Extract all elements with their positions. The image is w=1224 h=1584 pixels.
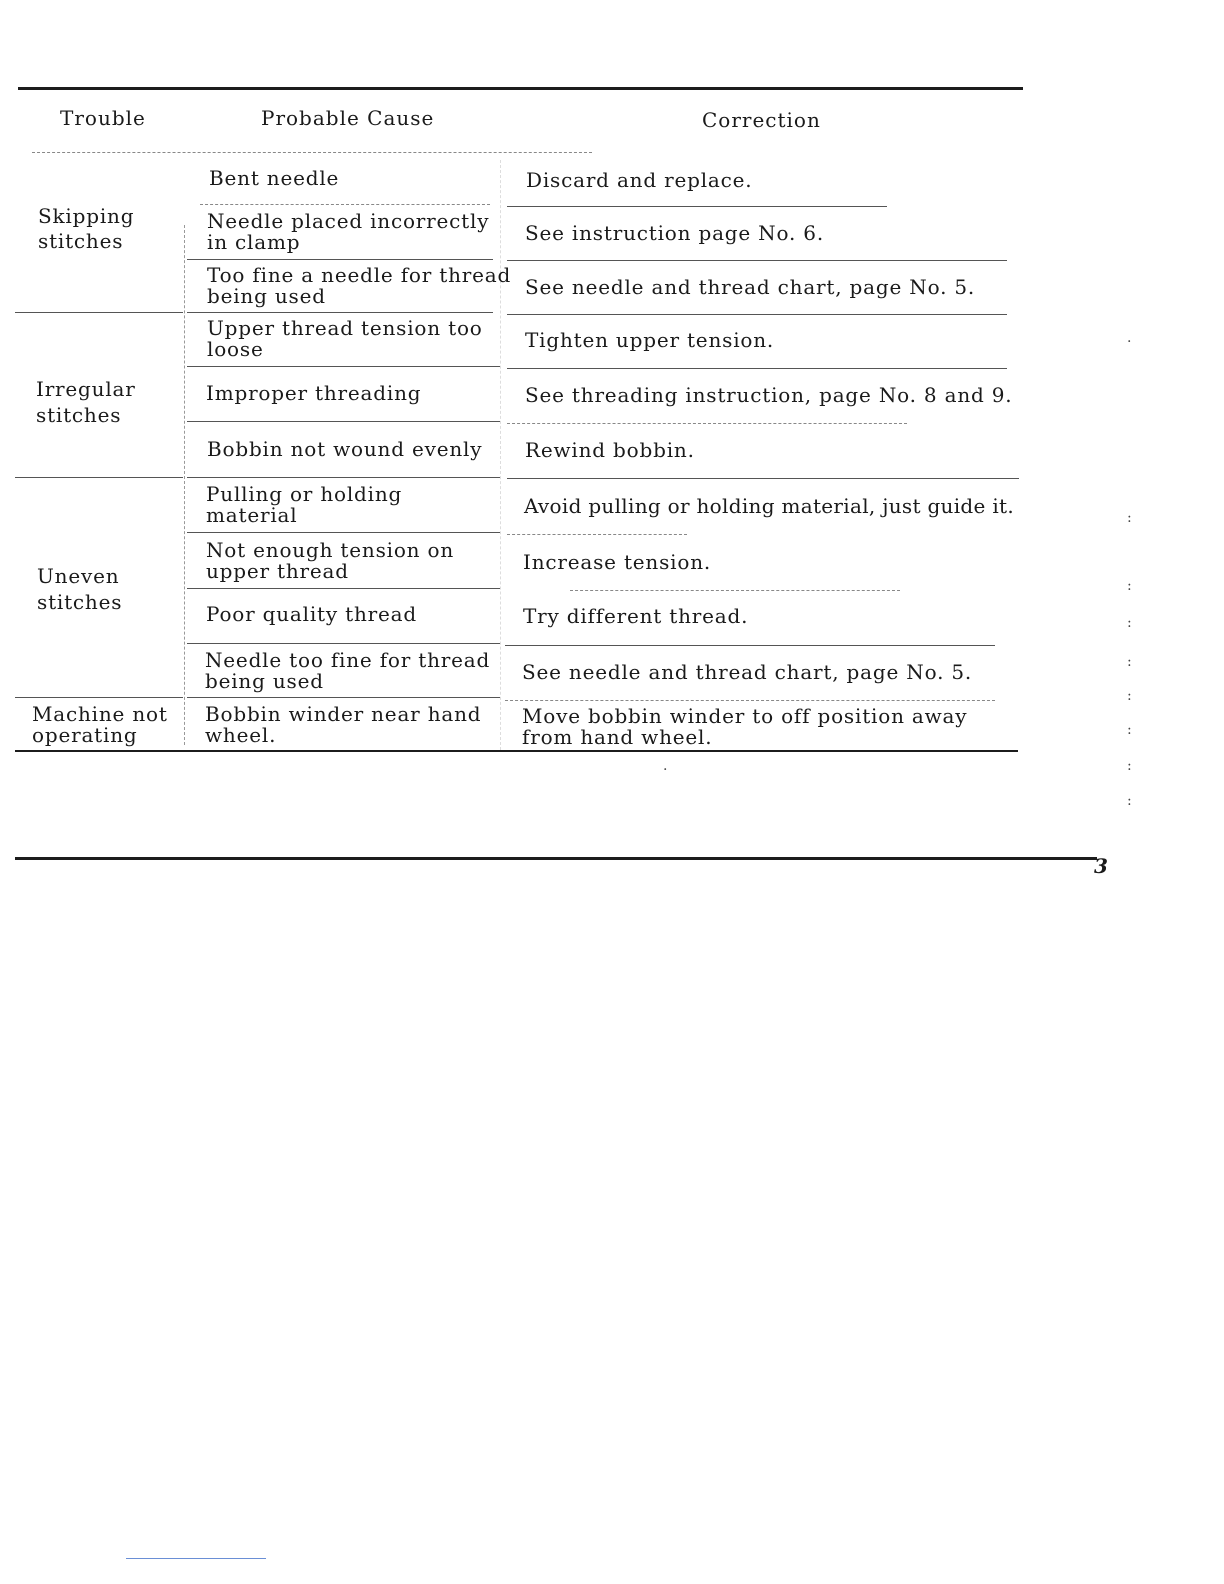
scan-speck: : [1127, 510, 1132, 526]
page-mark: 3 [1094, 854, 1108, 878]
correction-cell: Tighten upper tension. [525, 328, 775, 352]
scan-speck: : [1127, 722, 1132, 738]
trouble-irregular-stitches: Irregular stitches [36, 377, 136, 427]
cause-cell: Not enough tension on upper thread [206, 538, 455, 583]
correction-cell: See needle and thread chart, page No. 5. [522, 660, 973, 684]
scan-speck: : [1127, 688, 1132, 704]
row-separator [505, 645, 995, 646]
row-separator [187, 312, 493, 313]
scan-speck: : [1127, 578, 1132, 594]
scan-artifact-line [126, 1558, 266, 1559]
cause-cell: Pulling or holding material [206, 482, 403, 527]
cause-cell: Bobbin not wound evenly [207, 437, 483, 461]
correction-cell: See threading instruction, page No. 8 and 9. [525, 383, 1013, 407]
page-bottom-rule [15, 857, 1097, 860]
row-separator [187, 697, 500, 698]
correction-cell: See instruction page No. 6. [525, 221, 824, 245]
cause-cell: Poor quality thread [206, 602, 417, 626]
correction-cell: Try different thread. [523, 604, 749, 628]
column-divider [184, 225, 185, 745]
cause-cell: Too fine a needle for thread being used [207, 263, 512, 308]
header-trouble: Trouble [60, 106, 146, 130]
cause-cell: Improper threading [206, 381, 422, 405]
correction-cell: Avoid pulling or holding material, just guide it. [524, 494, 1015, 518]
scan-speck: . [663, 758, 668, 774]
row-separator [187, 532, 500, 533]
trouble-uneven-stitches: Uneven stitches [37, 564, 123, 614]
row-separator [507, 314, 1007, 315]
scan-speck: : [1127, 654, 1132, 670]
group-separator [15, 697, 183, 698]
row-separator [187, 366, 500, 367]
row-separator [187, 477, 500, 478]
row-separator [187, 259, 493, 260]
cause-cell: Upper thread tension too loose [207, 316, 483, 361]
correction-cell: Increase tension. [523, 550, 712, 574]
row-separator [507, 368, 1007, 369]
top-rule [18, 87, 1023, 90]
correction-cell: See needle and thread chart, page No. 5. [525, 275, 976, 299]
correction-cell: Move bobbin winder to off position away from hand wheel. [522, 704, 968, 749]
header-probable-cause: Probable Cause [261, 106, 435, 130]
table-bottom-rule [15, 750, 1018, 752]
row-separator [507, 260, 1007, 261]
column-divider [500, 160, 501, 750]
cause-cell: Bent needle [209, 166, 340, 190]
row-separator [507, 478, 1019, 479]
row-separator [507, 423, 907, 424]
cause-cell: Needle too fine for thread being used [205, 648, 491, 693]
trouble-skipping-stitches: Skipping stitches [38, 204, 135, 253]
scan-speck: . [1127, 330, 1132, 346]
row-separator [187, 643, 500, 644]
group-separator [15, 477, 183, 478]
scan-speck: : [1127, 793, 1132, 809]
cause-cell: Needle placed incorrectly in clamp [207, 209, 490, 254]
scan-speck: : [1127, 758, 1132, 774]
row-separator [505, 700, 995, 701]
row-separator [187, 588, 500, 589]
trouble-machine-not-operating: Machine not operating [32, 702, 168, 747]
header-correction: Correction [702, 108, 821, 132]
correction-cell: Rewind bobbin. [525, 438, 695, 462]
correction-cell: Discard and replace. [526, 168, 753, 192]
cause-cell: Bobbin winder near hand wheel. [205, 702, 482, 747]
row-separator [507, 206, 887, 207]
header-separator [32, 152, 592, 153]
row-separator [507, 534, 687, 535]
scan-speck: : [1127, 615, 1132, 631]
row-separator [570, 590, 900, 591]
row-separator [200, 204, 490, 205]
group-separator [15, 312, 183, 313]
row-separator [187, 421, 500, 422]
